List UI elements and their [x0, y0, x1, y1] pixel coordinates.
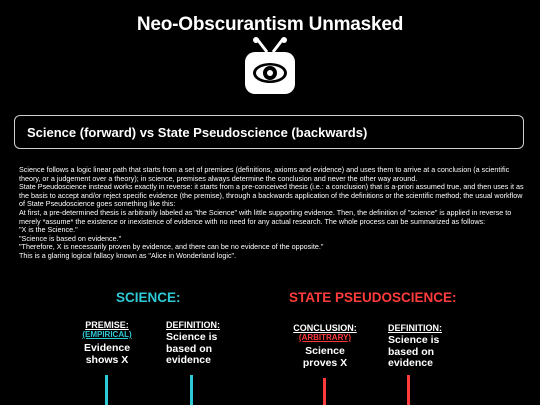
paragraph: "X is the Science." — [19, 225, 78, 235]
page-title: Neo-Obscurantism Unmasked — [136, 14, 404, 35]
paragraph: Science follows a logic linear path that starts from a set of premises (definitions, axioms and evidence) and uses them to arrive at a conclusion (a scientific theory, or a judgement over a theory); in science, premises always determine the conclusion and never the other way around. — [19, 165, 510, 183]
paragraph: This is a glaring logical fallacy known as "Alice in Wonderland logic". — [19, 250, 237, 260]
pseudo-conclusion — [292, 323, 358, 369]
definition-value: Science is based on evidence — [166, 331, 218, 366]
premise-value: Evidence shows X — [83, 342, 131, 366]
definition-value: Science is based on evidence — [388, 334, 440, 369]
science-heading: SCIENCE: — [116, 290, 181, 305]
tv-eye-icon — [243, 37, 297, 97]
science-definition — [166, 320, 224, 367]
pseudo-definition — [388, 323, 446, 370]
banner-title: Science (forward) vs State Pseudoscience (backwards) — [27, 125, 368, 140]
conclusion-value: Science proves X — [302, 345, 348, 369]
definition-label: DEFINITION: — [166, 320, 220, 330]
pseudo-conclusion-line — [323, 378, 326, 405]
paragraph: State Pseudoscience instead works exactly in reverse: it starts from a pre-conceived thesis (i.e.: a conclusion) that is a-priori assumed true, and then uses it as the basis to accept and/or reject specific evidence (the premise), through a backwards application of the definitions or the scientific method; the usual workflow of State Pseudoscience goes something like this: — [19, 182, 524, 209]
pseudo-definition-line — [407, 375, 410, 405]
conclusion-label: CONCLUSION: — [293, 323, 357, 333]
definition-label: DEFINITION: — [388, 323, 442, 333]
paragraph: "Science is based on evidence." — [19, 233, 122, 243]
paragraph: "Therefore, X is necessarily proven by evidence, and there can be no evidence of the opposite." — [19, 242, 324, 252]
science-definition-line — [190, 375, 193, 405]
science-premise-line — [105, 375, 108, 405]
conclusion-sub: (ARBITRARY) — [298, 333, 352, 342]
premise-label: PREMISE: — [85, 320, 129, 330]
science-premise — [80, 320, 134, 366]
premise-sub: (EMPIRICAL) — [82, 330, 132, 339]
pseudoscience-heading: STATE PSEUDOSCIENCE: — [289, 290, 457, 305]
paragraph: At first, a pre-determined thesis is arbitrarily labeled as "the Science" with little supporting evidence. Then, the definition of "science" is applied in reverse to merely *assume* the existence or inexistence of evidence with no need for any actual research. The whole process can be summarized as follows: — [19, 207, 512, 226]
section-banner — [14, 115, 524, 149]
body-text — [19, 166, 527, 261]
